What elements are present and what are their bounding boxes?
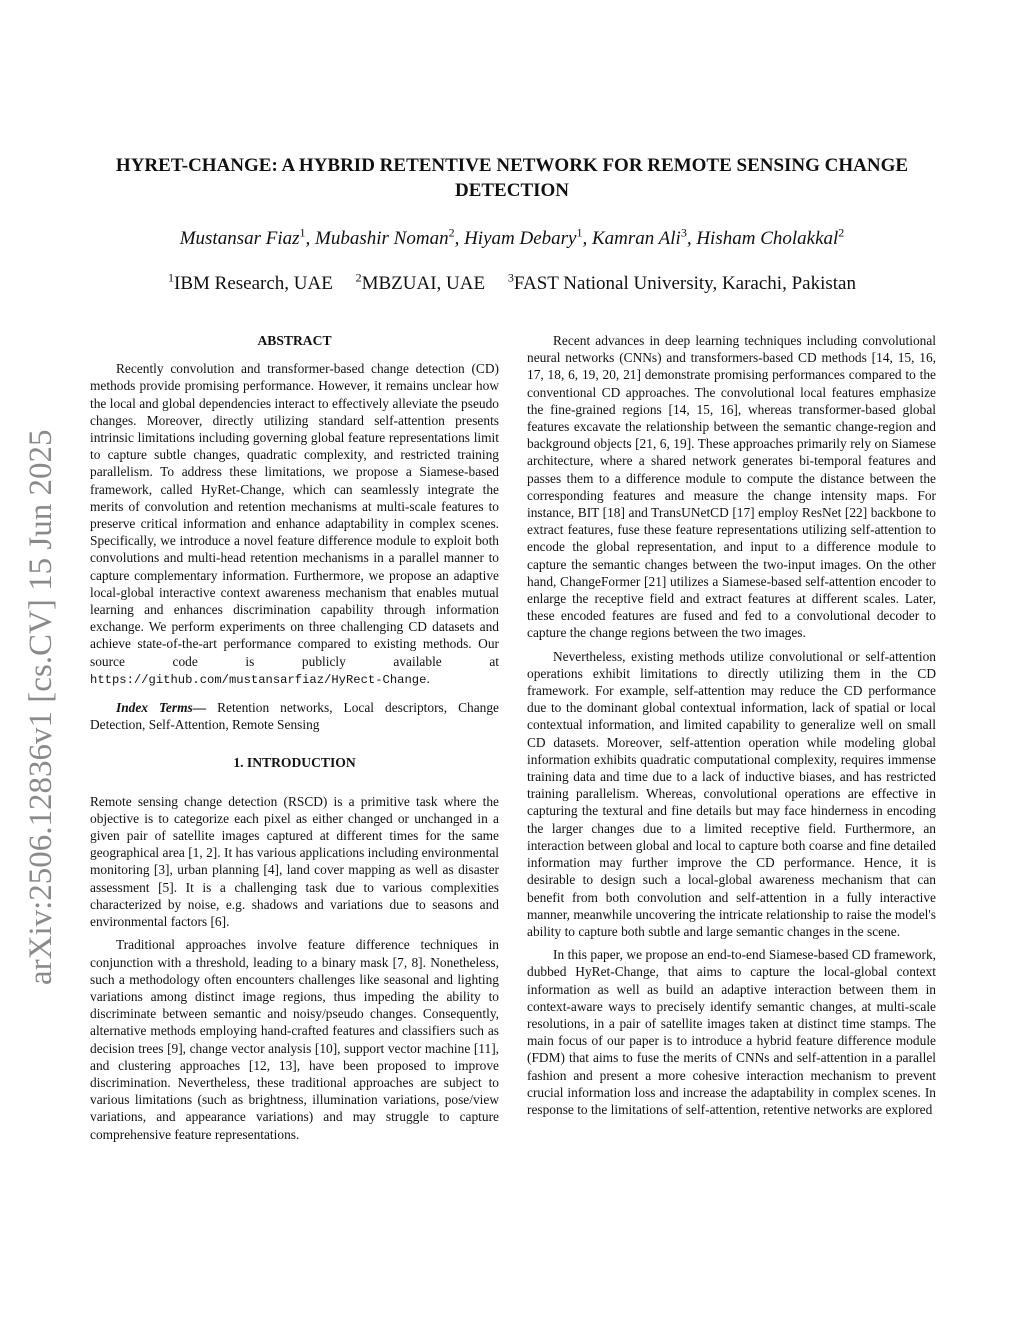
abstract-paragraph: Recently convolution and transformer-based change detection (CD) methods provide promising performance. However, it remains unclear how the local and global dependencies interact to effectively alleviate the pseudo changes. Moreover, directly utilizing standard self-attention presents intrinsic limitations including governing global feature representations limit to capture subtle changes, quadratic complexity, and restricted training parallelism. To address these limitations, we propose a Siamese-based framework, called HyRet-Change, which can seamlessly integrate the merits of convolution and retention mechanisms at multi-scale features to preserve critical information and enhance adaptability in complex scenes. Specifically, we introduce a novel feature difference module to exploit both convolutions and multi-head retention mechanisms in a parallel manner to capture complementary information. Furthermore, we propose an adaptive local-global interactive context awareness mechanism that enables mutual learning and enhances discrimination capability through information exchange. We perform experiments on three challenging CD datasets and achieve state-of-the-art performance compared to existing methods. Our source code is publicly available at https://github.com/mustansarfiaz/HyRect-Change. — [90, 361, 499, 687]
body-paragraph-2: Nevertheless, existing methods utilize convolutional or self-attention operations exhibit limitations to directly utilizing them in the CD framework. For example, self-attention may reduce the CD performance due to the dominant global contextual information, lack of spatial or local contextual information, and limited capability to generalize well on small CD datasets. Moreover, self-attention operation while modeling global information exhibits quadratic computational complexity, requires immense training data and time due to a lack of inductive biases, and has restricted training parallelism. Whereas, convolutional operations are effective in capturing the textural and fine details but may face hinderness in encoding the larger changes due to a limited receptive field. Furthermore, an interaction between global and local to capture both coarse and fine detailed information may further improve the CD performance. Hence, it is desirable to design such a local-global awareness mechanism that can benefit from both convolution and self-attention in a fully interactive manner, meanwhile uncovering the intricate relationship to raise the model's ability to capture both subtle and large semantic changes in the scene. — [527, 648, 936, 939]
author: Mubashir Noman$^2$, — [315, 226, 465, 250]
affiliation: $^3$FAST National University, Karachi, Pakistan — [507, 271, 856, 295]
affiliation: $^2$MBZUAI, UAE — [355, 271, 486, 295]
author: Mustansar Fiaz$^1$, — [179, 226, 316, 250]
abstract-heading: ABSTRACT — [257, 333, 332, 348]
left-column — [90, 332, 499, 1149]
author: Hiyam Debary$^1$, — [464, 226, 592, 250]
intro-paragraph-2: Traditional approaches involve feature difference techniques in conjunction with a threshold, leading to a binary mask [7, 8]. Nonetheless, such a methodology often encounters challenges like seasonal and lighting variations among distinct image regions, thus impeding the ability to discriminate between semantic and noisy/pseudo changes. Consequently, alternative methods employing hand-crafted features and classifiers such as decision trees [9], change vector analysis [10], support vector machine [11], and clustering approaches [12, 13], have been proposed to improve discrimination. Nevertheless, these traditional approaches are subject to various limitations (such as brightness, illumination variations, pose/view variations, and appearance variations) and may struggle to capture comprehensive feature representations. — [90, 937, 499, 1142]
source-code-link[interactable]: https://github.com/mustansarfiaz/HyRect-Change — [90, 672, 427, 687]
affiliation-list — [70, 265, 954, 297]
body-paragraph-3: In this paper, we propose an end-to-end Siamese-based CD framework, dubbed HyRet-Change, that aims to capture the local-global context information as well as build an adaptive interaction between them in context-aware ways to precisely identify semantic changes, at multi-scale resolutions, in a pair of satellite images taken at distinct time stamps. The main focus of our paper is to introduce a hybrid feature difference module (FDM) that aims to fuse the merits of CNNs and self-attention in a parallel fashion and present a more cohesive interaction mechanism to prevent crucial information loss and increase the adaptability in complex scenes. In response to the limitations of self-attention, retentive networks are explored — [527, 947, 936, 1117]
index-terms: Index Terms— Retention networks, Local descriptors, Change Detection, Self-Attention, Remote Sensing — [90, 700, 499, 733]
paper-title: HYRET-CHANGE: A HYBRID RETENTIVE NETWORK FOR REMOTE SENSING CHANGE DETECTION — [115, 155, 909, 201]
author: Hisham Cholakkal$^2$ — [696, 226, 845, 250]
author-list — [70, 220, 954, 252]
arxiv-identifier: arXiv:2506.12836v1 [cs.CV] 15 Jun 2025 — [23, 429, 59, 985]
introduction-heading: 1. INTRODUCTION — [233, 755, 356, 771]
right-column — [527, 332, 936, 1124]
affiliation: $^1$IBM Research, UAE — [168, 271, 333, 295]
author: Kamran Ali$^3$, — [591, 226, 697, 250]
intro-paragraph-1: Remote sensing change detection (RSCD) is a primitive task where the objective is to categorize each pixel as either changed or unchanged in a given pair of satellite images captured at different times for the same geographical area [1, 2]. It has various applications including environmental monitoring [3], urban planning [4], land cover mapping as well as disaster assessment [5]. It is a challenging task due to various complexities characterized by noise, e.g. shadows and variations due to seasons and environmental factors [6]. — [90, 793, 499, 930]
body-paragraph-1: Recent advances in deep learning techniques including convolutional neural networks (CNNs) and transformers-based CD methods [14, 15, 16, 17, 18, 6, 19, 20, 21] demonstrate promising performances compared to the conventional CD approaches. The convolutional local features emphasize the fine-grained regions [14, 15, 16], whereas transformer-based global features excavate the relationship between the semantic change-region and background objects [21, 6, 19]. These approaches primarily rely on Siamese architecture, where a shared network generates bi-temporal features and passes them to a difference module to compute the distance between the corresponding features and measure the change intensity maps. For instance, BIT [18] and TransUNetCD [17] employ ResNet [22] backbone to extract features, fuse these feature representations utilizing self-attention to encode the global representation, and input to a difference module to capture the semantic changes between the two-input images. On the other hand, ChangeFormer [21] utilizes a Siamese-based self-attention encoder to enlarge the receptive field and extract features at different scales. Later, these encoded features are fused and fed to a convolutional decoder to capture the change regions between the two images. — [527, 333, 936, 641]
